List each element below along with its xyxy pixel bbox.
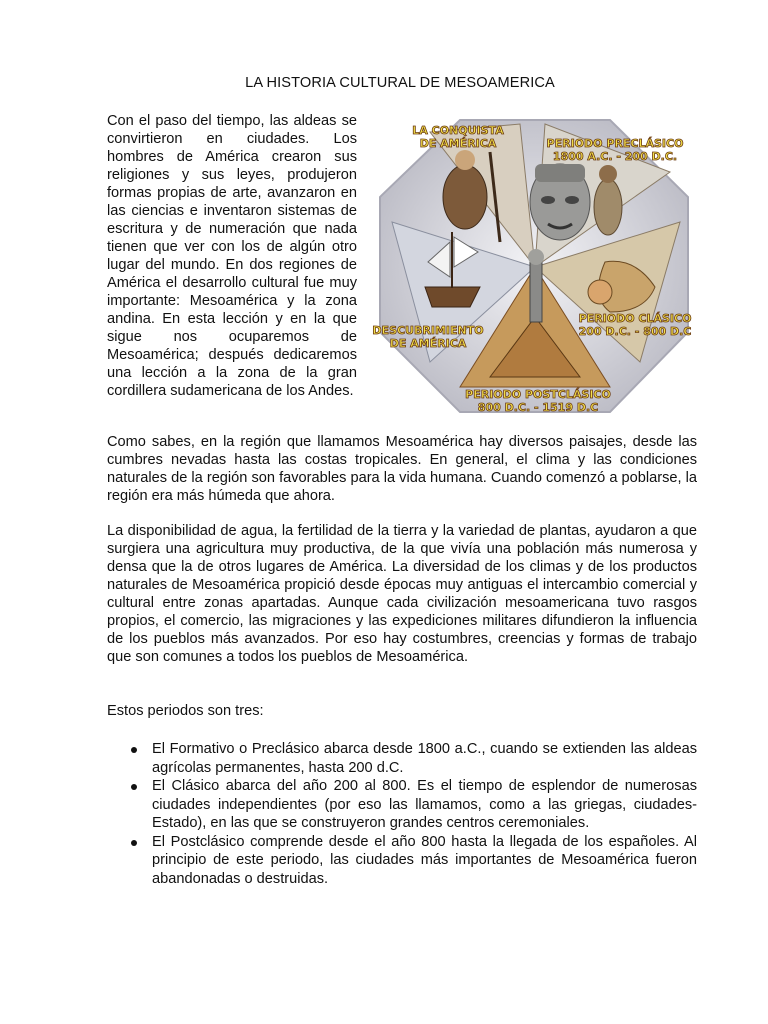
list-item-text: El Formativo o Preclásico abarca desde 1800 a.C., cuando se extienden las aldeas agrícolas permanentes, hasta 200 d.C. <box>152 741 697 776</box>
label-descubrimiento-line1: DESCUBRIMIENTO <box>372 324 484 337</box>
olmec-head-image <box>530 164 590 240</box>
label-preclasico-line1: PERIODO PRECLÁSICO <box>546 137 684 150</box>
bullet-icon <box>131 784 137 790</box>
periods-list <box>107 740 697 888</box>
list-item-text: El Postclásico comprende desde el año 800 hasta la llegada de los españoles. Al principio de este periodo, las ciudades más importantes de Mesoamérica fueron abandonadas o destruidas. <box>152 833 697 887</box>
mesoamerica-periods-illustration <box>370 112 700 422</box>
label-postclasico-line2: 800 D.C. - 1519 D.C <box>477 401 599 414</box>
list-item <box>107 777 697 833</box>
document-title: LA HISTORIA CULTURAL DE MESOAMERICA <box>245 75 555 91</box>
list-item <box>107 833 697 889</box>
list-item-text: El Clásico abarca del año 200 al 800. Es el tiempo de esplendor de numerosas ciudades independientes (por eso las llamamos, como a las griegas, ciudades-Estado), en las que se construyeron grandes centros ceremoniales. <box>152 778 697 831</box>
label-postclasico-line1: PERIODO POSTCLÁSICO <box>465 388 611 401</box>
label-clasico-line2: 200 D.C. - 800 D.C <box>578 325 692 338</box>
paragraph-climate: Como sabes, en la región que llamamos Mesoamérica hay diversos paisajes, desde las cumbres nevadas hasta las costas tropicales. En general, el clima y las condiciones naturales de la región son favorables para la vida humana. Cuando comenzó a poblarse, la región era más húmeda que ahora. <box>107 434 697 504</box>
bullet-icon <box>131 747 137 753</box>
label-conquista-line2: DE AMÉRICA <box>419 137 497 150</box>
label-preclasico-line2: 1800 A.C. - 200 D.C. <box>552 150 678 163</box>
periods-wheel <box>370 112 700 422</box>
paragraph-agriculture: La disponibilidad de agua, la fertilidad de la tierra y la variedad de plantas, ayudaron a que surgiera una agricultura muy productiva, de la que vivía una población más numerosa y densa que la de otros lugares de América. La diversidad de los climas y de los productos naturales de Mesoamérica propició desde épocas muy antiguas el intercambio comercial y cultural entre zonas apartadas. Aunque cada civilización mesoamericana tuvo rasgos propios, el comercio, las migraciones y las expediciones militares difundieron la influencia de los pueblos más avanzados. Por eso hay costumbres, creencias y formas de trabajo que son comunes a todos los pueblos de Mesoamérica. <box>107 523 697 665</box>
list-item <box>107 740 697 777</box>
paragraph-periods-intro: Estos periodos son tres: <box>107 703 264 719</box>
label-conquista-line1: LA CONQUISTA <box>412 124 504 137</box>
bullet-icon <box>131 840 137 846</box>
label-descubrimiento-line2: DE AMÉRICA <box>389 337 467 350</box>
label-clasico-line1: PERIODO CLÁSICO <box>578 312 692 325</box>
intro-paragraph: Con el paso del tiempo, las aldeas se convirtieron en ciudades. Los hombres de América crearon sus religiones y sus leyes, produjeron formas propias de arte, avanzaron en las ciencias e inventaron sistemas de escritura y de numeración que nada tienen que ver con los de algún otro lugar del mundo. En dos regiones de América el desarrollo cultural fue muy importante: Mesoamérica y la zona andina. En esta lección y en la que sigue nos ocuparemos de Mesoamérica; después dedicaremos una lección a la zona de la gran cordillera sudamericana de los Andes. <box>107 113 357 399</box>
